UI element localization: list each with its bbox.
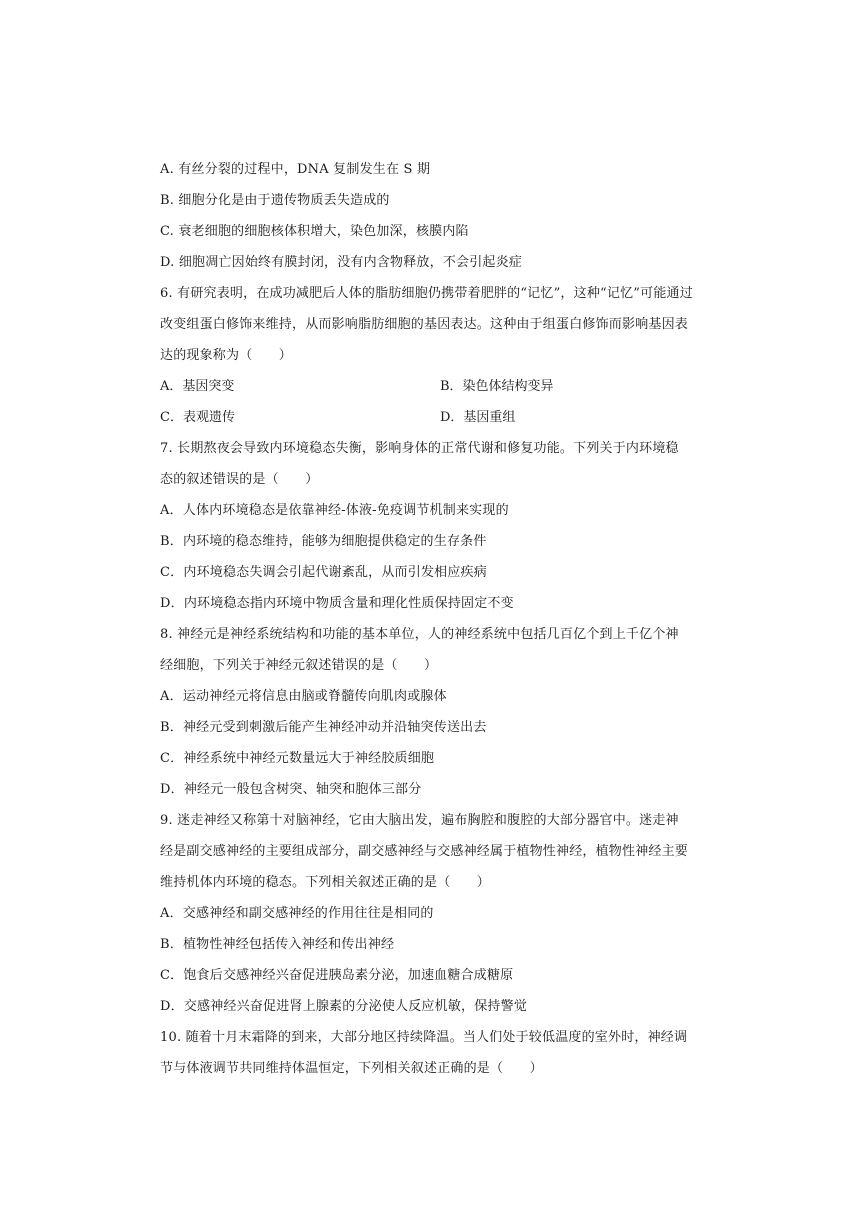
q7-option-b: B．内环境的稳态维持，能够为细胞提供稳定的生存条件 (160, 534, 487, 549)
q7-option-d: D．内环境稳态指内环境中物质含量和理化性质保持固定不变 (160, 596, 514, 611)
q7-stem-line: 7. 长期熬夜会导致内环境稳态失衡，影响身体的正常代谢和修复功能。下列关于内环境稳 (160, 441, 679, 456)
q8-stem-line: 经细胞，下列关于神经元叙述错误的是（ ） (160, 658, 438, 673)
q9-option-c: C．饱食后交感神经兴奋促进胰岛素分泌，加速血糖合成糖原 (160, 968, 514, 983)
q5-option-b: B. 细胞分化是由于遗传物质丢失造成的 (160, 193, 390, 208)
q6-options-row (160, 402, 720, 433)
question-6 (160, 278, 720, 433)
q6-stem-line: 达的现象称为（ ） (160, 348, 293, 363)
q5-option-d: D. 细胞凋亡因始终有膜封闭，没有内含物释放，不会引起炎症 (160, 255, 523, 270)
q5-option-c: C. 衰老细胞的细胞核体积增大，染色加深，核膜内陷 (160, 224, 469, 239)
q6-stem-line: 6. 有研究表明，在成功减肥后人体的脂肪细胞仍携带着肥胖的“记忆”，这种“记忆”可能通过 (160, 286, 693, 301)
q9-option-d: D．交感神经兴奋促进肾上腺素的分泌使人反应机敏，保持警觉 (160, 999, 528, 1014)
q9-stem-line: 维持机体内环境的稳态。下列相关叙述正确的是（ ） (160, 875, 491, 890)
q6-option-a: A．基因突变 (160, 379, 235, 394)
q10-stem-line: 10. 随着十月末霜降的到来，大部分地区持续降温。当人们处于较低温度的室外时，神经调 (160, 1030, 688, 1045)
question-10 (160, 1022, 720, 1084)
q7-stem-line: 态的叙述错误的是（ ） (160, 472, 319, 487)
q6-stem-line: 改变组蛋白修饰来维持，从而影响脂肪细胞的基因表达。这种由于组蛋白修饰而影响基因表 (160, 317, 689, 332)
q8-stem-line: 8. 神经元是神经系统结构和功能的基本单位，人的神经系统中包括几百亿个到上千亿个神 (160, 627, 679, 642)
q9-option-a: A．交感神经和副交感神经的作用往往是相同的 (160, 906, 434, 921)
question-7 (160, 433, 720, 619)
q9-option-b: B．植物性神经包括传入神经和传出神经 (160, 937, 395, 952)
q8-option-c: C．神经系统中神经元数量远大于神经胶质细胞 (160, 751, 435, 766)
q6-options-row (160, 371, 720, 402)
q6-option-d: D．基因重组 (440, 410, 516, 425)
q7-option-c: C．内环境稳态失调会引起代谢紊乱，从而引发相应疾病 (160, 565, 487, 580)
q5-option-a: A. 有丝分裂的过程中，DNA 复制发生在 S 期 (160, 162, 431, 177)
q8-option-d: D．神经元一般包含树突、轴突和胞体三部分 (160, 782, 422, 797)
q9-stem-line: 9. 迷走神经又称第十对脑神经，它由大脑出发，遍布胸腔和腹腔的大部分器官中。迷走神 (160, 813, 679, 828)
q6-option-b: B．染色体结构变异 (440, 379, 554, 394)
q10-stem-line: 节与体液调节共同维持体温恒定，下列相关叙述正确的是（ ） (160, 1061, 543, 1076)
q9-stem-line: 经是副交感神经的主要组成部分，副交感神经与交感神经属于植物性神经，植物性神经主要 (160, 844, 689, 859)
q8-option-b: B．神经元受到刺激后能产生神经冲动并沿轴突传送出去 (160, 720, 487, 735)
question-8 (160, 619, 720, 805)
question-5-options (160, 154, 720, 278)
q7-option-a: A．人体内环境稳态是依靠神经-体液-免疫调节机制来实现的 (160, 503, 509, 518)
question-9 (160, 805, 720, 1022)
q8-option-a: A．运动神经元将信息由脑或脊髓传向肌肉或腺体 (160, 689, 447, 704)
exam-page (160, 154, 720, 1084)
q6-option-c: C．表观遗传 (160, 410, 235, 425)
